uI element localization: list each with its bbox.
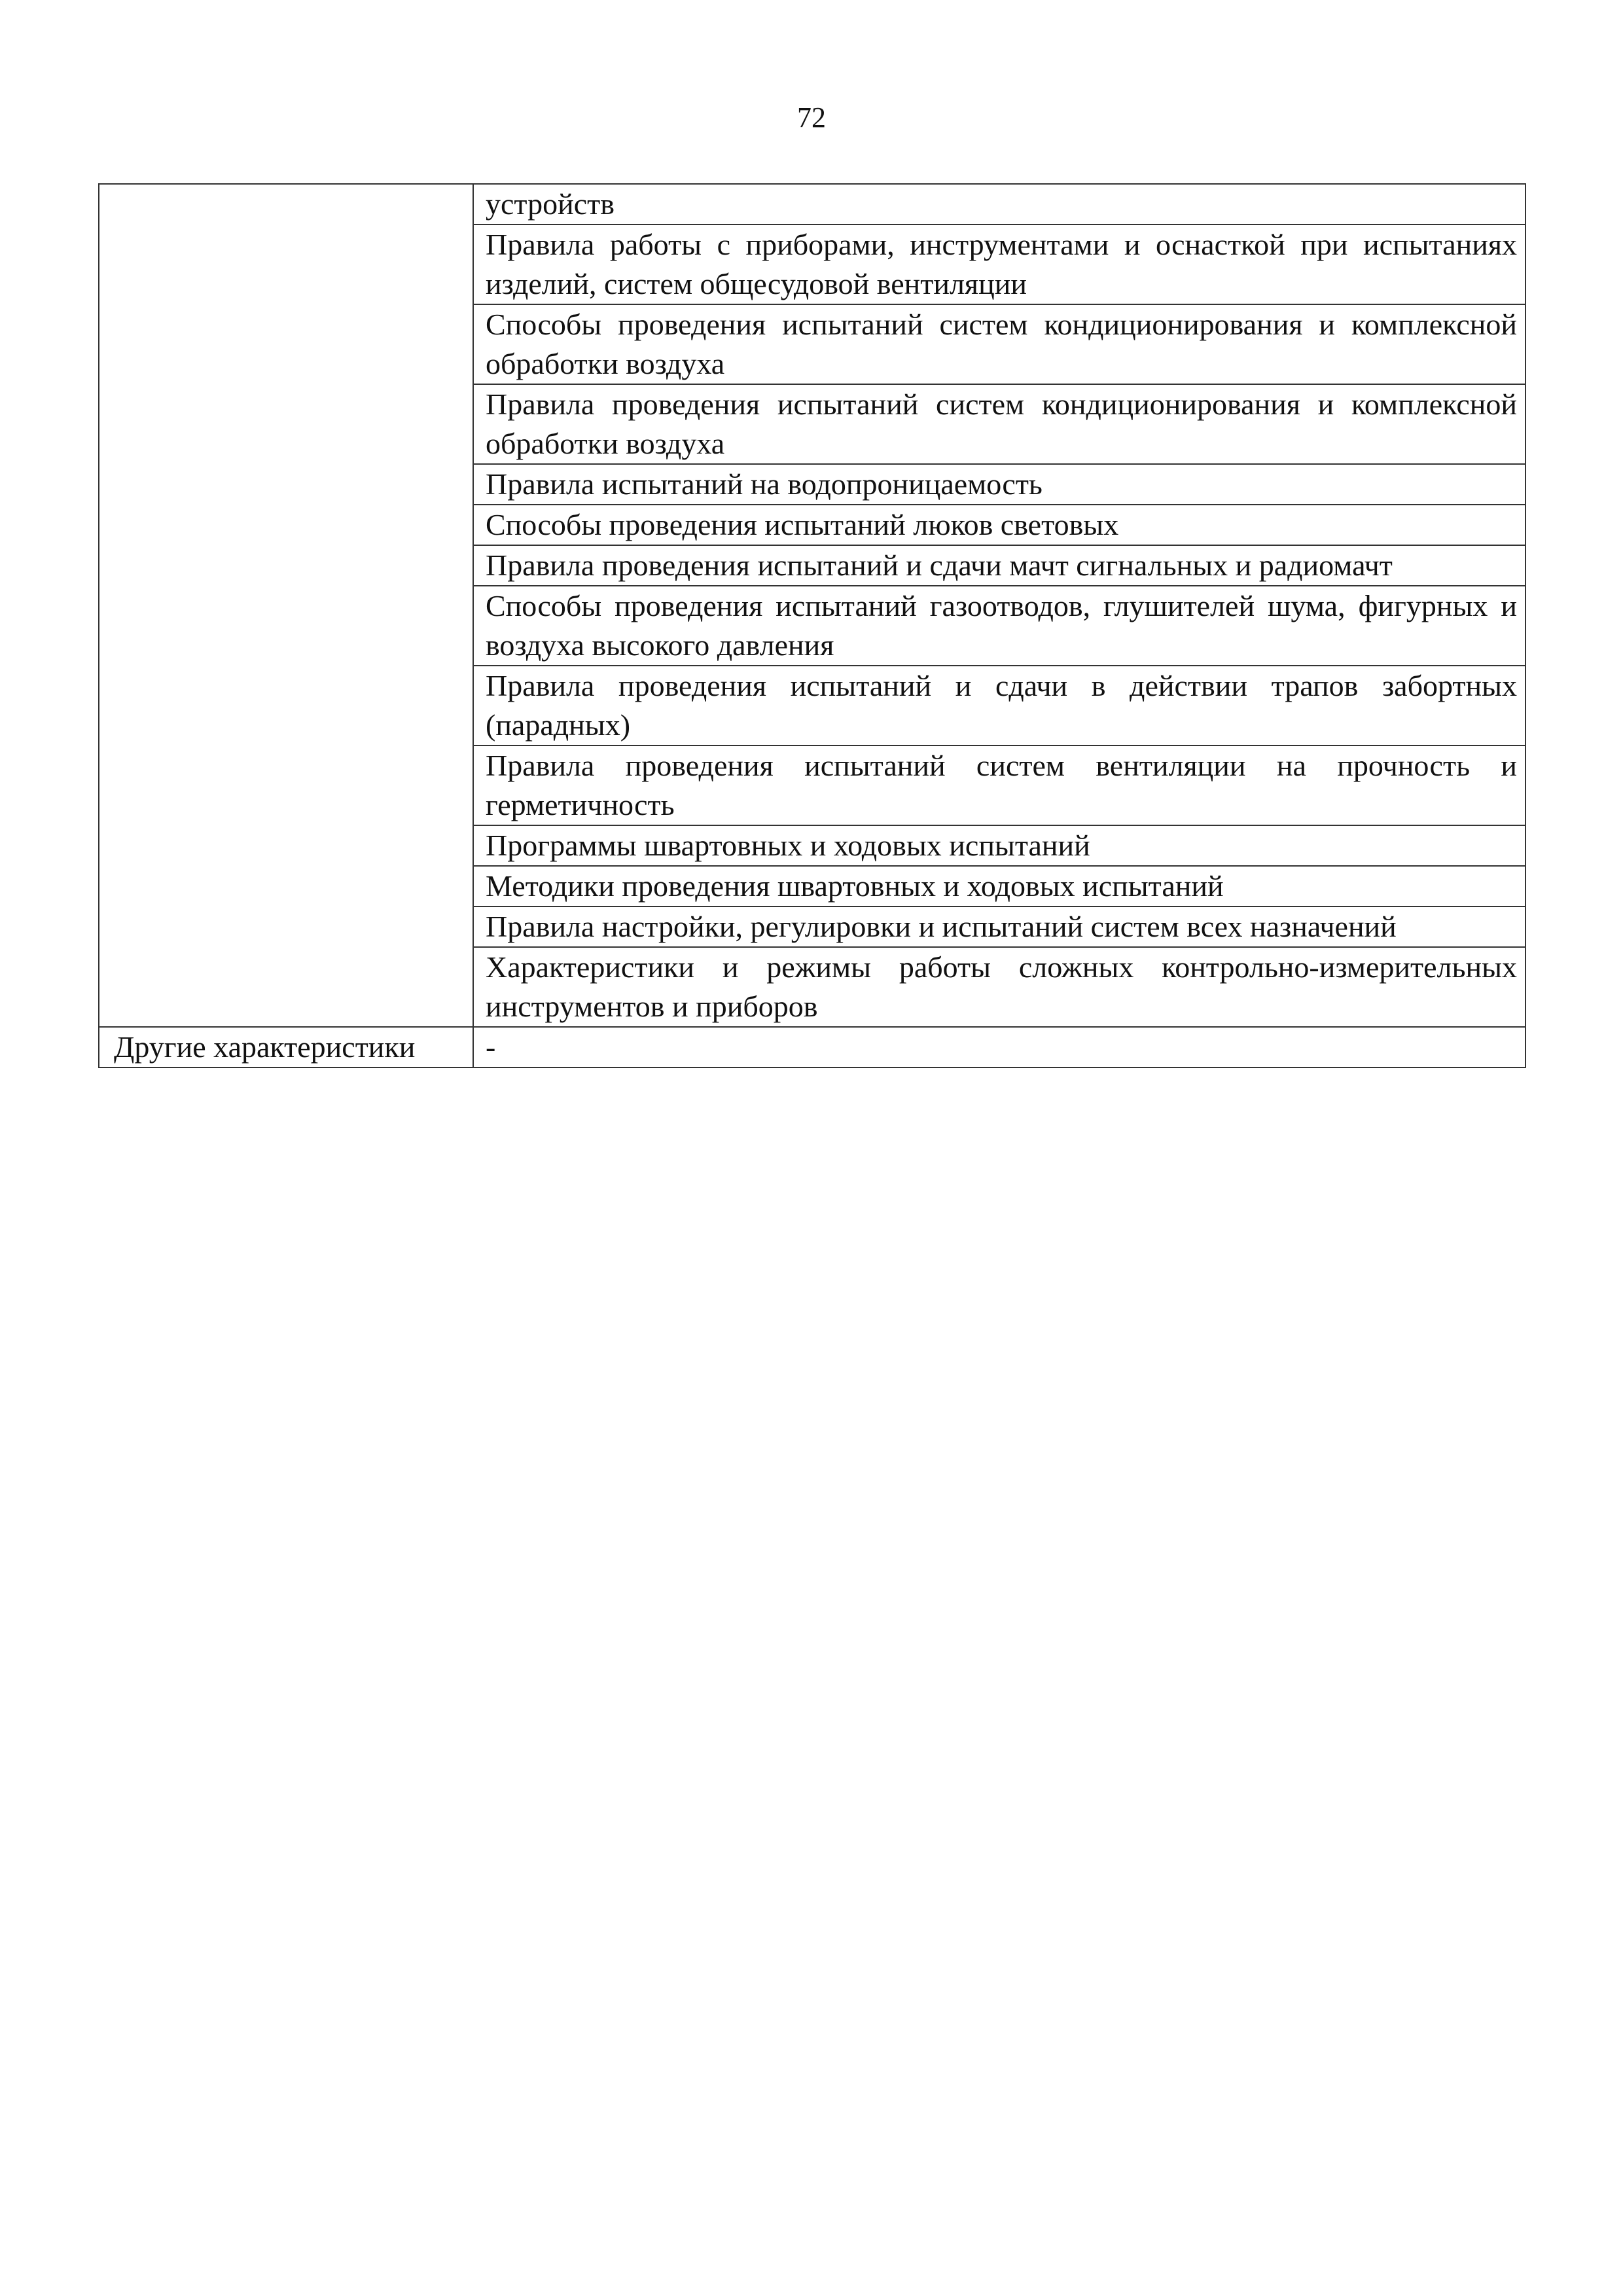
table-row bbox=[99, 184, 1525, 224]
table-cell-left-empty bbox=[99, 184, 473, 1027]
table-cell: Правила проведения испытаний систем вентиляции на прочность и герметичность bbox=[473, 745, 1525, 825]
table-cell: Способы проведения испытаний систем кондиционирования и комплексной обработки воздуха bbox=[473, 304, 1525, 384]
table-cell: Правила настройки, регулировки и испытаний систем всех назначений bbox=[473, 906, 1525, 947]
page-number: 72 bbox=[797, 101, 826, 134]
other-characteristics-label: Другие характеристики bbox=[99, 1027, 473, 1067]
table-cell: Правила проведения испытаний и сдачи в действии трапов забортных (парадных) bbox=[473, 666, 1525, 745]
table-cell: Правила проведения испытаний и сдачи мачт сигнальных и радиомачт bbox=[473, 545, 1525, 586]
table-cell: Программы швартовных и ходовых испытаний bbox=[473, 825, 1525, 866]
requirements-table bbox=[98, 183, 1526, 1068]
table-cell: устройств bbox=[473, 184, 1525, 224]
table-cell: Способы проведения испытаний люков световых bbox=[473, 505, 1525, 545]
table-cell: Методики проведения швартовных и ходовых испытаний bbox=[473, 866, 1525, 906]
table-cell: Правила испытаний на водопроницаемость bbox=[473, 464, 1525, 505]
table-cell: Правила проведения испытаний систем кондиционирования и комплексной обработки воздуха bbox=[473, 384, 1525, 464]
other-characteristics-value: - bbox=[473, 1027, 1525, 1067]
table-cell: Правила работы с приборами, инструментами и оснасткой при испытаниях изделий, систем общесудовой вентиляции bbox=[473, 224, 1525, 304]
table-cell: Характеристики и режимы работы сложных контрольно-измерительных инструментов и приборов bbox=[473, 947, 1525, 1027]
table-row-other bbox=[99, 1027, 1525, 1067]
table-cell: Способы проведения испытаний газоотводов, глушителей шума, фигурных и воздуха высокого давления bbox=[473, 586, 1525, 666]
